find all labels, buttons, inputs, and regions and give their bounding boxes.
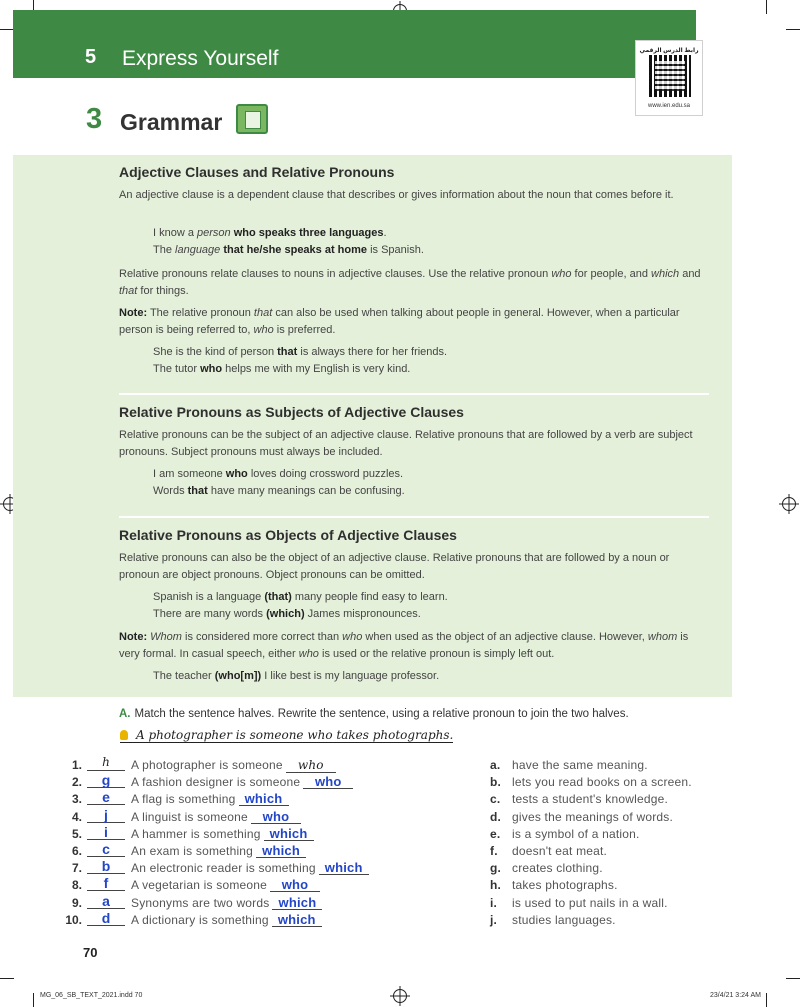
sentence-half: A hammer is something which	[131, 827, 314, 841]
sentence-ending	[490, 844, 607, 861]
sentence-half: Synonyms are two words which	[131, 896, 322, 910]
answer-blank[interactable]: c	[87, 841, 125, 857]
item-number: 6.	[71, 844, 82, 858]
book-icon	[236, 104, 268, 134]
answer-blank[interactable]: a	[87, 893, 125, 909]
pronoun-blank[interactable]: who	[286, 759, 336, 773]
heading-adjective-clauses: Adjective Clauses and Relative Pronouns	[119, 164, 395, 180]
pronoun-blank[interactable]: which	[319, 861, 369, 875]
ending-letter: i.	[490, 895, 498, 910]
footer-file: MG_06_SB_TEXT_2021.indd 70	[40, 992, 143, 999]
section-number: 3	[86, 103, 103, 135]
unit-title: Express Yourself	[122, 47, 279, 70]
paragraph: An adjective clause is a dependent clause that describes or gives information about the noun that comes before it.	[119, 189, 674, 201]
answer-blank[interactable]: j	[87, 807, 125, 823]
example-sentence: The language that he/she speaks at home is Spanish.	[153, 244, 424, 256]
ending-text: have the same meaning.	[512, 758, 648, 772]
section-divider	[119, 516, 709, 518]
answer-blank[interactable]: e	[87, 789, 125, 805]
footer-date: 23/4/21 3:24 AM	[710, 992, 761, 999]
crop-mark	[33, 993, 34, 1007]
exercise-example: A photographer is someone who takes photographs.	[120, 728, 453, 743]
ending-text: tests a student's knowledge.	[512, 792, 668, 807]
example-sentence: I am someone who loves doing crossword puzzles.	[153, 468, 404, 480]
ending-text: studies languages.	[512, 912, 616, 927]
sentence-half: A vegetarian is someone who	[131, 878, 320, 892]
item-number: 9.	[71, 895, 82, 910]
section-title: Grammar	[120, 109, 223, 135]
sentence-half: An exam is something which	[131, 844, 306, 858]
item-number: 1.	[71, 758, 82, 772]
crop-mark	[786, 29, 800, 30]
item-number: 10.	[65, 912, 82, 927]
example-sentence: The tutor who helps me with my English is very kind.	[153, 363, 411, 375]
item-number: 2.	[71, 775, 82, 790]
ending-letter: d.	[490, 809, 502, 824]
ending-text: is used to put nails in a wall.	[512, 895, 668, 910]
crop-mark	[766, 993, 767, 1007]
example-sentence: The teacher (who[m]) I like best is my language professor.	[153, 670, 440, 682]
qr-code-icon	[649, 55, 691, 97]
ending-text: takes photographs.	[512, 878, 618, 893]
sentence-half: A photographer is someone who	[131, 758, 336, 773]
item-number: 7.	[71, 861, 82, 876]
ending-letter: g.	[490, 861, 502, 876]
sentence-half: A linguist is someone who	[131, 810, 301, 824]
lightbulb-icon	[120, 730, 128, 740]
item-number: 4.	[71, 809, 82, 824]
answer-blank[interactable]: b	[87, 858, 125, 874]
pronoun-blank[interactable]: who	[303, 775, 353, 789]
pronoun-blank[interactable]: who	[251, 810, 301, 824]
answer-blank[interactable]: i	[87, 824, 125, 840]
sentence-ending	[490, 827, 640, 844]
crop-mark	[0, 29, 14, 30]
note-paragraph: Note: The relative pronoun that can also be used when talking about people in general. However, when a particular person is being referred to, who is preferred.	[119, 307, 680, 336]
ending-text: gives the meanings of words.	[512, 809, 674, 824]
pronoun-blank[interactable]: who	[270, 878, 320, 892]
ending-text: lets you read books on a screen.	[512, 775, 692, 790]
sentence-half: A fashion designer is someone who	[131, 775, 353, 789]
pronoun-blank[interactable]: which	[239, 792, 289, 806]
registration-mark	[393, 989, 407, 1003]
answer-blank[interactable]: f	[87, 875, 125, 891]
pronoun-blank[interactable]: which	[264, 827, 314, 841]
item-number: 3.	[71, 792, 82, 807]
pronoun-blank[interactable]: which	[256, 844, 306, 858]
item-number: 8.	[71, 878, 82, 893]
qr-code-box[interactable]	[635, 40, 703, 116]
ending-letter: b.	[490, 775, 502, 790]
heading-objects: Relative Pronouns as Objects of Adjective Clauses	[119, 527, 457, 543]
ending-text: is a symbol of a nation.	[512, 826, 640, 841]
ending-text: doesn't eat meat.	[512, 844, 608, 858]
example-sentence: There are many words (which) James mispronounces.	[153, 608, 421, 620]
ending-letter: h.	[490, 878, 502, 893]
paragraph: Relative pronouns can also be the object of an adjective clause. Relative pronouns that are followed by a noun or pronoun are object pronouns. Object pronouns can be omitted.	[119, 552, 670, 581]
sentence-ending	[490, 878, 618, 895]
sentence-ending	[490, 775, 692, 792]
item-number: 5.	[71, 826, 82, 841]
ending-letter: c.	[490, 792, 501, 807]
crop-mark	[766, 0, 767, 14]
qr-url: www.ien.edu.sa	[647, 103, 691, 109]
sentence-ending	[490, 861, 603, 878]
qr-label: رابط الدرس الرقمي	[639, 48, 699, 54]
ending-letter: e.	[490, 826, 501, 841]
example-sentence: Spanish is a language (that) many people find easy to learn.	[153, 591, 448, 603]
example-sentence: She is the kind of person that is always there for her friends.	[153, 346, 448, 358]
exercise-instruction: A. Match the sentence halves. Rewrite the sentence, using a relative pronoun to join the two halves.	[119, 708, 629, 720]
pronoun-blank[interactable]: which	[272, 896, 322, 910]
registration-mark	[782, 497, 796, 511]
grammar-explanation-box	[13, 155, 732, 697]
sentence-ending	[490, 896, 668, 913]
page-number: 70	[83, 945, 98, 960]
answer-blank[interactable]: g	[87, 772, 125, 788]
unit-number: 5	[85, 46, 97, 68]
sentence-half: A dictionary is something which	[131, 913, 322, 927]
sentence-half: An electronic reader is something which	[131, 861, 369, 875]
pronoun-blank[interactable]: which	[272, 913, 322, 927]
note-paragraph: Note: Whom is considered more correct than who when used as the object of an adjective clause. However, whom is very formal. In casual speech, either who is used or the relative pronoun is simply left out.	[119, 631, 689, 660]
crop-mark	[0, 978, 14, 979]
sentence-half: A flag is something which	[131, 792, 289, 806]
paragraph: Relative pronouns can be the subject of an adjective clause. Relative pronouns that are followed by a verb are subject pronouns. Subject pronouns must always be included.	[119, 429, 693, 458]
sentence-ending	[490, 758, 648, 775]
section-divider	[119, 393, 709, 395]
exercise-letter: A.	[119, 708, 131, 720]
crop-mark	[786, 978, 800, 979]
ending-text: creates clothing.	[512, 861, 603, 876]
ending-letter: a.	[490, 758, 501, 772]
heading-subjects: Relative Pronouns as Subjects of Adjective Clauses	[119, 404, 464, 420]
example-sentence: Words that have many meanings can be confusing.	[153, 485, 405, 497]
ending-letter: j.	[490, 912, 498, 927]
sentence-ending	[490, 913, 616, 930]
ending-letter: f.	[490, 844, 498, 858]
answer-blank[interactable]: d	[87, 910, 125, 926]
unit-header-band	[13, 10, 696, 78]
example-sentence: I know a person who speaks three languages.	[153, 227, 387, 239]
answer-blank[interactable]: h	[87, 755, 125, 771]
paragraph: Relative pronouns relate clauses to nouns in adjective clauses. Use the relative pronoun who for people, and which and that for things.	[119, 268, 701, 297]
sentence-ending	[490, 810, 673, 827]
sentence-ending	[490, 792, 668, 809]
